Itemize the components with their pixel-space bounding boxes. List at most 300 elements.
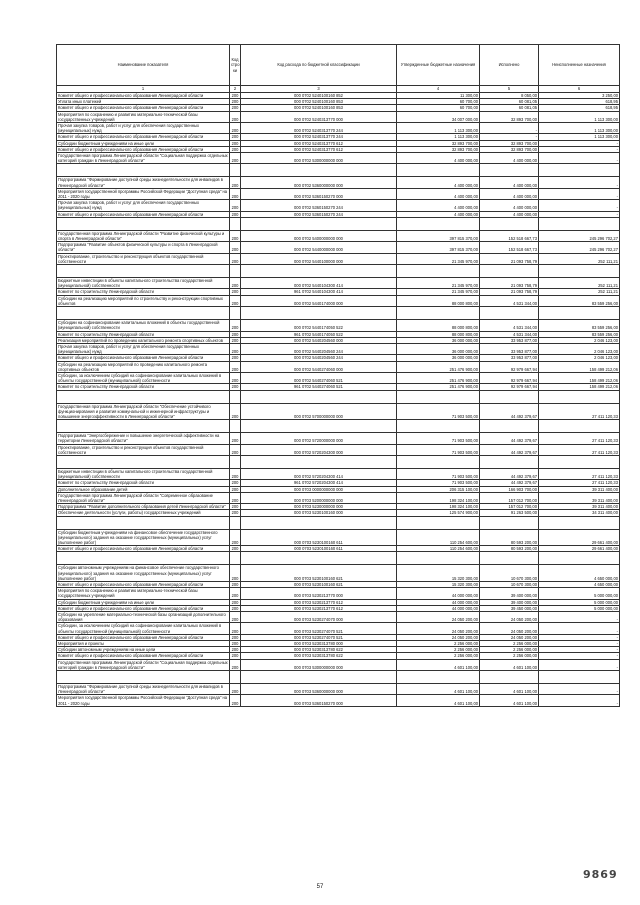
row-approved: 36 000 000,00	[397, 355, 480, 361]
row-name: Подпрограмма "Энергосбережение и повышение энергетической эффективности на территории Ленинградской области"	[57, 433, 230, 444]
table-row	[57, 504, 620, 510]
row-remaining: -	[539, 188, 620, 199]
table-row	[57, 403, 620, 420]
row-expense-code: 000 0703 5230100160 621	[241, 582, 397, 588]
row-executed: 4 531 344,00	[480, 320, 539, 331]
row-executed: 21 093 758,79	[480, 289, 539, 295]
spacer-row	[57, 390, 620, 403]
row-approved: 71 903 500,00	[397, 433, 480, 444]
spacer-row	[57, 217, 620, 230]
row-expense-code: 000 0702 5720204300 000	[241, 444, 397, 455]
row-name: Субсидии бюджетным учреждениям на иные цели	[57, 140, 230, 146]
spacer-row	[57, 420, 620, 433]
row-line-code: 200	[230, 153, 241, 164]
row-expense-code: 000 0703 5230274070 000	[241, 612, 397, 623]
row-line-code: 200	[230, 565, 241, 582]
table-row	[57, 200, 620, 211]
row-executed: 4 601 100,00	[480, 684, 539, 695]
row-remaining: 158 499 212,06	[539, 361, 620, 372]
row-name: Комитет общего и профессионального образования Ленинградской области	[57, 653, 230, 659]
row-line-code: 200	[230, 599, 241, 605]
row-expense-code: 961 0702 5440274060 521	[241, 384, 397, 390]
spacer-cell	[480, 420, 539, 433]
row-approved: 4 400 000,00	[397, 211, 480, 217]
spacer-cell	[230, 164, 241, 177]
row-name: Бюджетные инвестиции в объекты капитального строительства государственной (муниципальной) собственности	[57, 468, 230, 479]
row-line-code: 200	[230, 278, 241, 289]
row-remaining: 83 559 256,00	[539, 295, 620, 306]
row-name: Государственная программа Ленинградской области "Развитие физической культуры и спорта в Ленинградской области"	[57, 230, 230, 241]
spacer-row	[57, 307, 620, 320]
spacer-row	[57, 164, 620, 177]
row-remaining: 618,95	[539, 99, 620, 105]
row-expense-code: 000 0703 0000000000 000	[241, 486, 397, 492]
row-expense-code: 000 0702 5440174000 000	[241, 295, 397, 306]
row-line-code: 200	[230, 433, 241, 444]
row-line-code: 200	[230, 123, 241, 134]
row-name: Проектирование, строительство и реконструкция объектов государственной собственности	[57, 444, 230, 455]
table-row	[57, 278, 620, 289]
spacer-cell	[57, 671, 230, 684]
row-approved: 24 050 200,00	[397, 623, 480, 634]
row-name: Комитет по строительству Ленинградской области	[57, 384, 230, 390]
spacer-cell	[57, 164, 230, 177]
spacer-row	[57, 671, 620, 684]
row-line-code: 200	[230, 480, 241, 486]
row-approved: 198 324 100,00	[397, 492, 480, 503]
spacer-cell	[539, 217, 620, 230]
row-executed: 21 093 758,79	[480, 253, 539, 264]
row-expense-code: 000 0702 5240100160 853	[241, 105, 397, 111]
header-name: Наименование показателя	[57, 45, 230, 86]
row-expense-code: 000 0703 5230213770 612	[241, 605, 397, 611]
row-executed: 4 601 100,00	[480, 659, 539, 670]
row-remaining: 5 000 000,00	[539, 588, 620, 599]
table-row	[57, 634, 620, 640]
spacer-cell	[480, 217, 539, 230]
row-name: Субсидии, за исключением субсидий на софинансирование капитальных вложений в объекты государственной (муниципальной) собственности	[57, 372, 230, 383]
spacer-cell	[480, 390, 539, 403]
spacer-cell	[397, 516, 480, 529]
row-name: Субсидии, за исключением субсидий на софинансирование капитальных вложений в объекты государственной (муниципальной) собственности	[57, 623, 230, 634]
row-executed: -	[480, 134, 539, 140]
row-remaining: 252 111,21	[539, 278, 620, 289]
table-row	[57, 659, 620, 670]
spacer-cell	[480, 516, 539, 529]
row-approved: 397 815 370,00	[397, 242, 480, 253]
row-executed: 4 400 000,00	[480, 153, 539, 164]
row-approved: 32 893 700,00	[397, 140, 480, 146]
row-name: Подпрограмма "Формирование доступной среды жизнедеятельности для инвалидов в Ленинградской области"	[57, 177, 230, 188]
spacer-cell	[397, 164, 480, 177]
column-number: 3	[241, 86, 397, 93]
row-line-code: 200	[230, 200, 241, 211]
page-stamp: 9869	[583, 868, 618, 881]
row-remaining: -	[539, 623, 620, 634]
spacer-cell	[539, 420, 620, 433]
row-expense-code: 000 0703 5230100160 000	[241, 510, 397, 516]
row-approved: 2 256 000,00	[397, 653, 480, 659]
table-row	[57, 468, 620, 479]
row-approved: 71 903 500,00	[397, 480, 480, 486]
spacer-cell	[230, 390, 241, 403]
row-remaining: 3 250,00	[539, 93, 620, 99]
row-approved: 206 315 100,00	[397, 486, 480, 492]
row-name: Комитет по строительству Ленинградской области	[57, 331, 230, 337]
spacer-cell	[539, 455, 620, 468]
row-expense-code: 000 0703 5230000000 000	[241, 504, 397, 510]
row-executed: 92 979 667,94	[480, 384, 539, 390]
table-body	[57, 93, 620, 707]
row-line-code: 200	[230, 653, 241, 659]
row-approved: 251 476 900,00	[397, 384, 480, 390]
row-name: Государственная программа Ленинградской области "Современное образование Ленинградской области"	[57, 492, 230, 503]
row-approved: 4 601 100,00	[397, 684, 480, 695]
table-header-row	[57, 45, 620, 86]
spacer-row	[57, 552, 620, 565]
row-line-code: 200	[230, 99, 241, 105]
row-line-code: 200	[230, 529, 241, 546]
column-number: 1	[57, 86, 230, 93]
row-executed: 39 400 000,00	[480, 599, 539, 605]
row-executed: 44 492 379,67	[480, 468, 539, 479]
row-name: Государственная программа Ленинградской области "Обеспечение устойчивого функционирования и развития коммунальной и инженерной инфраструктуры и повышение энергоэффективности в Ленинградской области"	[57, 403, 230, 420]
row-executed: 44 492 379,67	[480, 480, 539, 486]
row-approved: 110 254 600,00	[397, 546, 480, 552]
row-name: Мероприятия по сохранению и развитию материально-технической базы государственных учреждений	[57, 588, 230, 599]
table-row	[57, 444, 620, 455]
table-row	[57, 653, 620, 659]
row-approved: 15 320 300,00	[397, 565, 480, 582]
row-remaining: 1 113 300,00	[539, 123, 620, 134]
row-line-code: 200	[230, 93, 241, 99]
row-expense-code: 000 0702 5440274060 000	[241, 361, 397, 372]
row-name: Бюджетные инвестиции в объекты капитального строительства государственной (муниципальной) собственности	[57, 278, 230, 289]
column-number: 4	[397, 86, 480, 93]
spacer-cell	[539, 390, 620, 403]
row-remaining: 27 411 120,33	[539, 403, 620, 420]
spacer-cell	[230, 516, 241, 529]
table-row	[57, 289, 620, 295]
row-remaining: 5 000 000,00	[539, 605, 620, 611]
row-approved: 36 000 000,00	[397, 343, 480, 354]
spacer-cell	[539, 265, 620, 278]
row-approved: 2 256 000,00	[397, 641, 480, 647]
row-remaining: 158 499 212,06	[539, 384, 620, 390]
row-name: Мероприятия по сохранению и развитию материально-технической базы государственных учреждений	[57, 111, 230, 122]
spacer-cell	[241, 455, 397, 468]
row-approved: 2 256 000,00	[397, 647, 480, 653]
row-name: Подпрограмма "Развитие объектов физической культуры и спорта в Ленинградской области"	[57, 242, 230, 253]
table-row	[57, 343, 620, 354]
row-line-code: 200	[230, 546, 241, 552]
row-line-code: 200	[230, 641, 241, 647]
row-line-code: 200	[230, 140, 241, 146]
row-remaining: 27 411 120,33	[539, 468, 620, 479]
row-expense-code: 000 0703 5200000000 000	[241, 492, 397, 503]
row-executed: 44 492 379,67	[480, 433, 539, 444]
row-remaining: 39 311 400,00	[539, 486, 620, 492]
row-remaining: 5 000 000,00	[539, 599, 620, 605]
row-name: Мероприятия и проекты	[57, 641, 230, 647]
table-row	[57, 510, 620, 516]
row-expense-code: 000 0702 5440104300 414	[241, 278, 397, 289]
table-row	[57, 361, 620, 372]
row-expense-code: 000 0703 5230213770 612	[241, 599, 397, 605]
row-remaining: 2 046 123,00	[539, 337, 620, 343]
table-row	[57, 320, 620, 331]
table-row	[57, 337, 620, 343]
row-executed: 4 400 000,00	[480, 200, 539, 211]
row-remaining: 618,95	[539, 105, 620, 111]
row-remaining: 252 111,21	[539, 253, 620, 264]
table-row	[57, 492, 620, 503]
page-number: 57	[316, 884, 324, 890]
row-executed: -	[480, 123, 539, 134]
spacer-cell	[230, 307, 241, 320]
row-expense-code: 000 0702 5720204300 414	[241, 468, 397, 479]
budget-execution-table	[56, 44, 620, 707]
row-line-code: 200	[230, 647, 241, 653]
row-name: Прочая закупка товаров, работ и услуг для обеспечения государственных (муниципальных) нужд	[57, 200, 230, 211]
row-approved: 198 324 100,00	[397, 504, 480, 510]
row-name: Подпрограмма "Развитие дополнительного образования детей Ленинградской области"	[57, 504, 230, 510]
row-remaining: -	[539, 695, 620, 706]
row-executed: 4 601 100,00	[480, 695, 539, 706]
spacer-cell	[57, 420, 230, 433]
row-name: Подпрограмма "Формирование доступной среды жизнедеятельности для инвалидов в Ленинградской области"	[57, 684, 230, 695]
spacer-cell	[397, 420, 480, 433]
row-remaining: 39 311 400,00	[539, 504, 620, 510]
row-name: Субсидии бюджетным учреждениям на иные цели	[57, 599, 230, 605]
row-executed: 10 670 300,00	[480, 582, 539, 588]
row-expense-code: 000 0703 5230213770 000	[241, 588, 397, 599]
header-approved: Утвержденные бюджетные назначения	[397, 45, 480, 86]
row-name: Комитет общего и профессионального образования Ленинградской области	[57, 582, 230, 588]
spacer-cell	[57, 307, 230, 320]
column-number-row	[57, 86, 620, 93]
row-remaining: -	[539, 177, 620, 188]
report-sheet	[56, 44, 619, 707]
table-row	[57, 105, 620, 111]
row-name: Комитет общего и профессионального образования Ленинградской области	[57, 105, 230, 111]
row-approved: 15 320 300,00	[397, 582, 480, 588]
row-approved: 4 400 000,00	[397, 200, 480, 211]
table-row	[57, 134, 620, 140]
row-expense-code: 000 0702 5400000000 000	[241, 230, 397, 241]
row-remaining: -	[539, 684, 620, 695]
row-executed: 4 400 000,00	[480, 177, 539, 188]
table-row	[57, 153, 620, 164]
table-row	[57, 599, 620, 605]
row-remaining: -	[539, 146, 620, 152]
spacer-cell	[397, 307, 480, 320]
table-row	[57, 146, 620, 152]
row-executed: 24 050 200,00	[480, 623, 539, 634]
row-line-code: 200	[230, 230, 241, 241]
row-executed: 166 903 700,00	[480, 486, 539, 492]
row-approved: 251 476 900,00	[397, 361, 480, 372]
table-row	[57, 647, 620, 653]
row-executed: 60 081,05	[480, 105, 539, 111]
table-row	[57, 242, 620, 253]
table-row	[57, 384, 620, 390]
table-row	[57, 355, 620, 361]
row-expense-code: 000 0702 5440204560 244	[241, 355, 397, 361]
row-remaining: 2 046 123,00	[539, 343, 620, 354]
column-number: 6	[539, 86, 620, 93]
spacer-cell	[397, 552, 480, 565]
row-executed: 152 518 667,73	[480, 242, 539, 253]
header-executed: Исполнено	[480, 45, 539, 86]
spacer-cell	[230, 671, 241, 684]
row-expense-code: 000 0702 5300000000 000	[241, 153, 397, 164]
row-approved: 71 903 500,00	[397, 403, 480, 420]
row-remaining: 245 296 702,27	[539, 230, 620, 241]
row-expense-code: 000 0703 5230313780 622	[241, 653, 397, 659]
row-name: Субсидии автономным учреждениям на финансовое обеспечение государственного (муниципального) задания на оказание государственных (муниципальных) услуг (выполнение работ)	[57, 565, 230, 582]
row-approved: 397 815 370,00	[397, 230, 480, 241]
row-executed: 80 593 200,00	[480, 529, 539, 546]
table-row	[57, 612, 620, 623]
row-remaining: -	[539, 641, 620, 647]
row-executed: 44 492 379,67	[480, 444, 539, 455]
row-name: Комитет общего и профессионального образования Ленинградской области	[57, 546, 230, 552]
row-name: Дополнительное образование детей	[57, 486, 230, 492]
row-remaining: -	[539, 200, 620, 211]
row-line-code: 200	[230, 337, 241, 343]
row-remaining: -	[539, 612, 620, 623]
row-line-code: 200	[230, 134, 241, 140]
row-expense-code: 961 0702 5720204300 414	[241, 480, 397, 486]
row-executed: 80 593 200,00	[480, 546, 539, 552]
row-name: Субсидии на софинансирование капитальных вложений в объекты государственной (муниципальной) собственности	[57, 320, 230, 331]
row-line-code: 200	[230, 355, 241, 361]
row-remaining: 39 311 400,00	[539, 492, 620, 503]
row-executed: 33 953 877,00	[480, 343, 539, 354]
row-approved: 11 300,00	[397, 93, 480, 99]
row-approved: 251 476 900,00	[397, 372, 480, 383]
row-approved: 44 000 000,00	[397, 605, 480, 611]
row-remaining: -	[539, 140, 620, 146]
row-name: Субсидии на реализацию мероприятий по строительству и реконструкции спортивных объектов	[57, 295, 230, 306]
row-name: Государственная программа Ленинградской области "Социальная поддержка отдельных категорий граждан в Ленинградской области"	[58, 659, 228, 670]
row-remaining: 245 296 702,27	[539, 242, 620, 253]
row-name: Комитет по строительству Ленинградской области	[57, 480, 230, 486]
row-line-code: 200	[230, 605, 241, 611]
row-line-code: 200	[230, 177, 241, 188]
row-approved: 21 345 970,00	[397, 278, 480, 289]
spacer-cell	[57, 217, 230, 230]
spacer-cell	[57, 552, 230, 565]
row-line-code: 200	[230, 612, 241, 623]
row-name: Комитет общего и профессионального образования Ленинградской области	[57, 605, 230, 611]
row-executed: 21 093 758,79	[480, 278, 539, 289]
row-expense-code: 000 0702 5360000000 000	[241, 177, 397, 188]
row-name: Прочая закупка товаров, работ и услуг для обеспечения государственных (муниципальных) нужд	[57, 343, 230, 354]
row-line-code: 200	[230, 623, 241, 634]
row-line-code: 200	[230, 146, 241, 152]
row-line-code: 200	[230, 492, 241, 503]
row-line-code: 200	[230, 372, 241, 383]
row-line-code: 200	[230, 582, 241, 588]
row-executed: 92 979 667,94	[480, 372, 539, 383]
row-remaining: -	[539, 153, 620, 164]
row-remaining: 2 046 123,00	[539, 355, 620, 361]
row-approved: 88 000 800,00	[397, 320, 480, 331]
row-expense-code: 000 0702 5440274060 521	[241, 372, 397, 383]
row-name: Субсидии бюджетным учреждениям на финансовое обеспечение государственного (муниципального) задания на оказание государственных (муниципальных) услуг (выполнение работ)	[57, 529, 230, 546]
row-remaining: -	[539, 647, 620, 653]
row-name: Комитет общего и профессионального образования Ленинградской области	[57, 134, 230, 140]
row-line-code: 200	[230, 105, 241, 111]
row-remaining: 252 111,21	[539, 289, 620, 295]
row-remaining: -	[539, 653, 620, 659]
row-executed: 24 050 200,00	[480, 634, 539, 640]
row-executed: 91 263 500,00	[480, 510, 539, 516]
table-row	[57, 331, 620, 337]
row-name: Мероприятия государственной программы Российской Федерации "Доступная среда" на 2011 - 2020 годы	[57, 695, 230, 706]
row-remaining: 27 411 120,33	[539, 433, 620, 444]
row-expense-code: 000 0703 5230274070 521	[241, 634, 397, 640]
table-row	[57, 565, 620, 582]
row-line-code: 200	[230, 289, 241, 295]
row-approved: 34 007 000,00	[397, 111, 480, 122]
row-remaining: 27 411 120,33	[539, 480, 620, 486]
row-remaining: 83 559 256,00	[539, 320, 620, 331]
row-executed: 33 953 877,00	[480, 355, 539, 361]
row-remaining: 4 650 000,00	[539, 582, 620, 588]
header-expense-code: Код расхода по бюджетной классификации	[241, 45, 397, 86]
row-approved: 4 400 000,00	[397, 188, 480, 199]
spacer-cell	[241, 552, 397, 565]
row-name: Обеспечение деятельности (услуги, работы) государственных учреждений	[57, 510, 230, 516]
row-expense-code: 000 0703 5300000000 000	[241, 659, 397, 670]
row-remaining: 1 113 300,00	[539, 134, 620, 140]
table-row	[57, 433, 620, 444]
row-executed: 32 893 700,00	[480, 146, 539, 152]
row-line-code: 200	[230, 188, 241, 199]
row-approved: 4 400 000,00	[397, 177, 480, 188]
row-line-code: 200	[230, 331, 241, 337]
table-row	[57, 588, 620, 599]
row-executed: 8 050,00	[480, 93, 539, 99]
row-line-code: 200	[230, 320, 241, 331]
spacer-cell	[241, 164, 397, 177]
spacer-cell	[230, 552, 241, 565]
row-expense-code: 000 0702 5440174050 522	[241, 320, 397, 331]
row-approved: 88 000 800,00	[397, 295, 480, 306]
row-expense-code: 000 0702 5240313770 612	[241, 146, 397, 152]
spacer-cell	[241, 420, 397, 433]
spacer-cell	[539, 552, 620, 565]
row-name: Комитет общего и профессионального образования Ленинградской области	[57, 93, 230, 99]
row-executed: 4 400 000,00	[480, 211, 539, 217]
row-line-code: 200	[230, 384, 241, 390]
row-executed: 60 081,05	[480, 99, 539, 105]
row-line-code: 200	[230, 444, 241, 455]
row-name: Субсидии автономным учреждениям на иные цели	[57, 647, 230, 653]
spacer-cell	[480, 164, 539, 177]
row-remaining: 4 650 000,00	[539, 565, 620, 582]
row-expense-code: 961 0702 5440104300 414	[241, 289, 397, 295]
row-approved: 4 601 100,00	[397, 695, 480, 706]
spacer-cell	[397, 217, 480, 230]
row-approved: 44 000 000,00	[397, 588, 480, 599]
table-row	[57, 111, 620, 122]
row-executed: 2 256 000,00	[480, 647, 539, 653]
spacer-cell	[397, 390, 480, 403]
